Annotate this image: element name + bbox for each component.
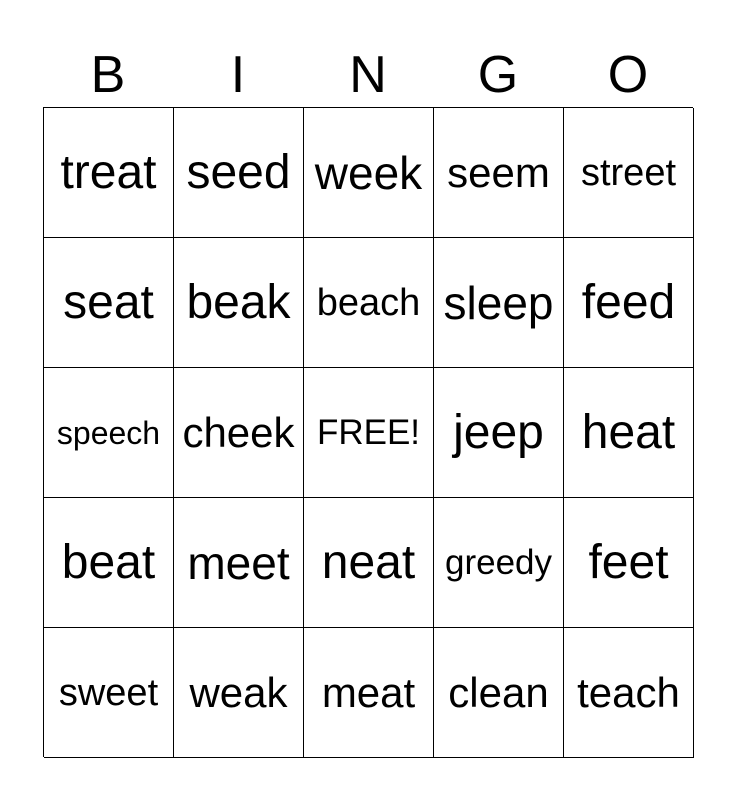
- bingo-cell: cheek: [174, 368, 304, 498]
- header-letter-o: O: [607, 46, 649, 104]
- bingo-cell: heat: [564, 368, 694, 498]
- bingo-cell: sweet: [44, 628, 174, 758]
- bingo-cell: seed: [174, 108, 304, 238]
- bingo-cell: feet: [564, 498, 694, 628]
- bingo-board: [43, 107, 693, 757]
- bingo-cell: treat: [44, 108, 174, 238]
- bingo-cell: street: [564, 108, 694, 238]
- bingo-cell: speech: [44, 368, 174, 498]
- bingo-cell: teach: [564, 628, 694, 758]
- bingo-cell: neat: [304, 498, 434, 628]
- bingo-cell: seat: [44, 238, 174, 368]
- bingo-cell: beak: [174, 238, 304, 368]
- header-letter-n: N: [349, 46, 387, 104]
- bingo-cell: meet: [174, 498, 304, 628]
- bingo-cell: week: [304, 108, 434, 238]
- bingo-cell: clean: [434, 628, 564, 758]
- bingo-cell: beach: [304, 238, 434, 368]
- header-letter-i: I: [230, 46, 246, 104]
- bingo-cell: seem: [434, 108, 564, 238]
- bingo-cell: meat: [304, 628, 434, 758]
- bingo-cell: feed: [564, 238, 694, 368]
- bingo-cell: sleep: [434, 238, 564, 368]
- bingo-cell: greedy: [434, 498, 564, 628]
- bingo-cell: beat: [44, 498, 174, 628]
- bingo-header: [43, 42, 693, 108]
- header-letter-b: B: [90, 46, 126, 104]
- free-space-cell: FREE!: [304, 368, 434, 498]
- bingo-cell: jeep: [434, 368, 564, 498]
- header-letter-g: G: [477, 46, 519, 104]
- bingo-cell: weak: [174, 628, 304, 758]
